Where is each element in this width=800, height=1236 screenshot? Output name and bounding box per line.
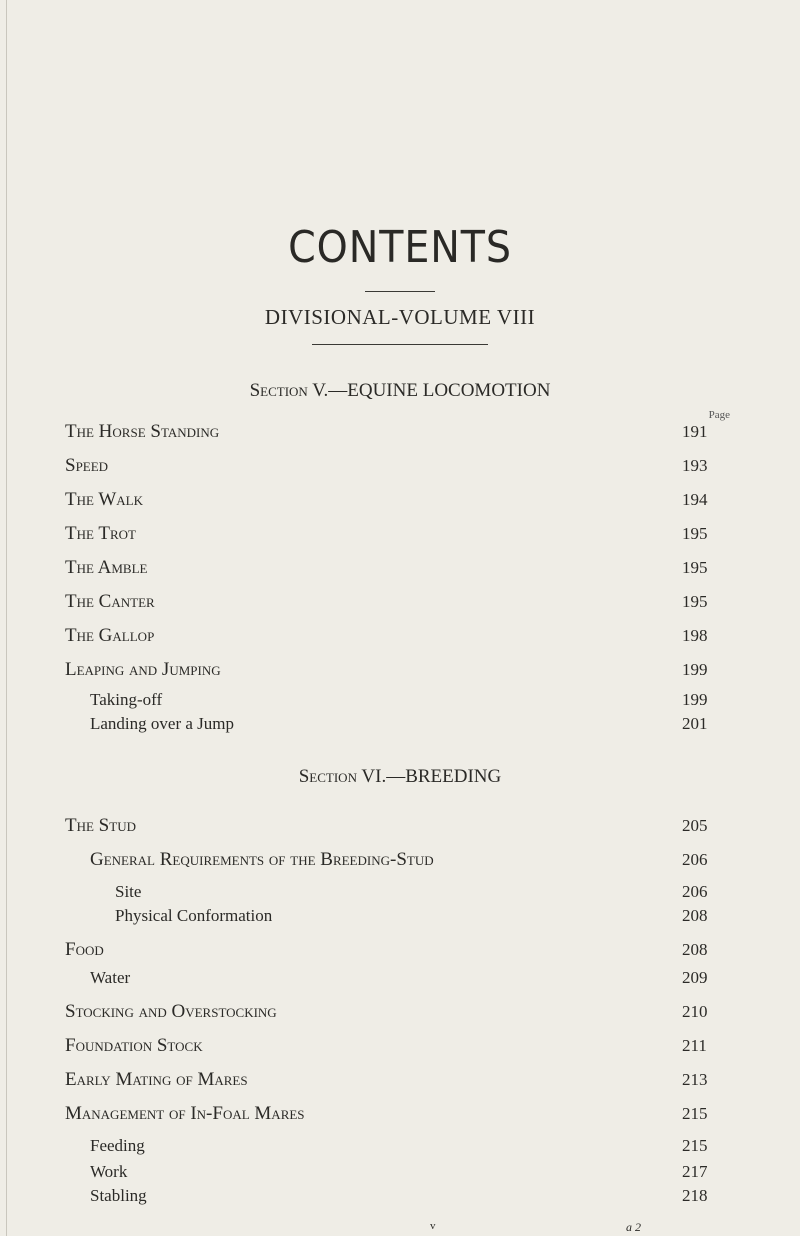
toc-entry-label: The Gallop (65, 624, 160, 648)
toc-entry[interactable] (0, 1102, 800, 1126)
toc-entry[interactable] (0, 488, 800, 512)
section-prefix: Section (249, 380, 308, 401)
toc-entry[interactable] (0, 688, 800, 712)
toc-entry-page: 193 (682, 456, 708, 475)
toc-entry-page: 198 (682, 626, 708, 645)
toc-entry-label: Food (65, 938, 110, 962)
toc-entry-label: The Walk (65, 488, 149, 512)
toc-entry-label: The Horse Standing (65, 420, 225, 444)
toc-entry[interactable] (0, 1160, 800, 1184)
toc-entry-label: Stabling (90, 1184, 153, 1208)
toc-entry[interactable] (0, 848, 800, 872)
toc-entry[interactable] (0, 1184, 800, 1208)
toc-entry-page: 217 (682, 1162, 708, 1181)
toc-entry-page: 210 (682, 1002, 708, 1021)
toc-entry[interactable] (0, 966, 800, 990)
section-heading-v (0, 380, 800, 402)
toc-entry-page: 191 (682, 422, 708, 441)
toc-entry[interactable] (0, 522, 800, 546)
toc-entry[interactable] (0, 904, 800, 928)
toc-entry[interactable] (0, 814, 800, 838)
toc-entry-page: 199 (682, 690, 708, 709)
gathering-mark: a 2 (626, 1220, 641, 1234)
toc-entry-label: Leaping and Jumping (65, 658, 227, 682)
toc-entry-label: Management of In-Foal Mares (65, 1102, 311, 1126)
toc-entry[interactable] (0, 590, 800, 614)
section-title-text: V.—EQUINE LOCOMOTION (312, 380, 551, 401)
toc-entry-page: 195 (682, 592, 708, 611)
toc-entry[interactable] (0, 1068, 800, 1092)
section-prefix: Section (298, 766, 357, 787)
toc-entry-label: Taking-off (90, 688, 168, 712)
toc-entry[interactable] (0, 1034, 800, 1058)
toc-entry[interactable] (0, 624, 800, 648)
page-title: CONTENTS (288, 222, 512, 273)
toc-entry-page: 208 (682, 940, 708, 959)
toc-entry[interactable] (0, 938, 800, 962)
toc-entry-page: 208 (682, 906, 708, 925)
toc-entry-page: 211 (682, 1036, 707, 1055)
toc-entry-label: Speed (65, 454, 114, 478)
toc-entry-page: 206 (682, 882, 708, 901)
signature-mark: v (430, 1220, 436, 1232)
toc-entry[interactable] (0, 880, 800, 904)
toc-entry-page: 215 (682, 1136, 708, 1155)
title-rule (365, 291, 435, 292)
section-heading-vi (0, 766, 800, 788)
toc-entry-page: 195 (682, 558, 708, 577)
toc-entry-label: Water (90, 966, 136, 990)
toc-entry[interactable] (0, 556, 800, 580)
toc-entry-page: 195 (682, 524, 708, 543)
toc-entry-label: Early Mating of Mares (65, 1068, 254, 1092)
toc-entry-page: 201 (682, 714, 708, 733)
toc-entry-label: Stocking and Overstocking (65, 1000, 283, 1024)
toc-entry[interactable] (0, 1000, 800, 1024)
toc-entry-label: General Requirements of the Breeding-Stud (90, 848, 440, 872)
toc-entry[interactable] (0, 1134, 800, 1158)
toc-entry-page: 205 (682, 816, 708, 835)
toc-entry[interactable] (0, 712, 800, 736)
toc-entry-page: 209 (682, 968, 708, 987)
toc-entry-page: 199 (682, 660, 708, 679)
toc-entry-label: Site (115, 880, 147, 904)
toc-entry-label: Work (90, 1160, 133, 1184)
toc-entry-label: Foundation Stock (65, 1034, 209, 1058)
toc-entry-label: The Stud (65, 814, 142, 838)
volume-title: DIVISIONAL-VOLUME VIII (264, 305, 536, 329)
toc-entry[interactable] (0, 658, 800, 682)
toc-entry[interactable] (0, 420, 800, 444)
page-column-label: Page (708, 409, 730, 421)
section-title-text: VI.—BREEDING (361, 766, 502, 787)
toc-entry-page: 213 (682, 1070, 708, 1089)
toc-entry-label: Physical Conformation (115, 904, 278, 928)
toc-entry-label: Feeding (90, 1134, 151, 1158)
toc-entry-label: The Trot (65, 522, 142, 546)
toc-entry-page: 194 (682, 490, 708, 509)
volume-rule (312, 344, 488, 345)
toc-entry-label: Landing over a Jump (90, 712, 240, 736)
toc-entry-page: 218 (682, 1186, 708, 1205)
toc-entry-page: 206 (682, 850, 708, 869)
toc-entry-label: The Canter (65, 590, 161, 614)
toc-entry-label: The Amble (65, 556, 153, 580)
toc-entry-page: 215 (682, 1104, 708, 1123)
toc-entry[interactable] (0, 454, 800, 478)
